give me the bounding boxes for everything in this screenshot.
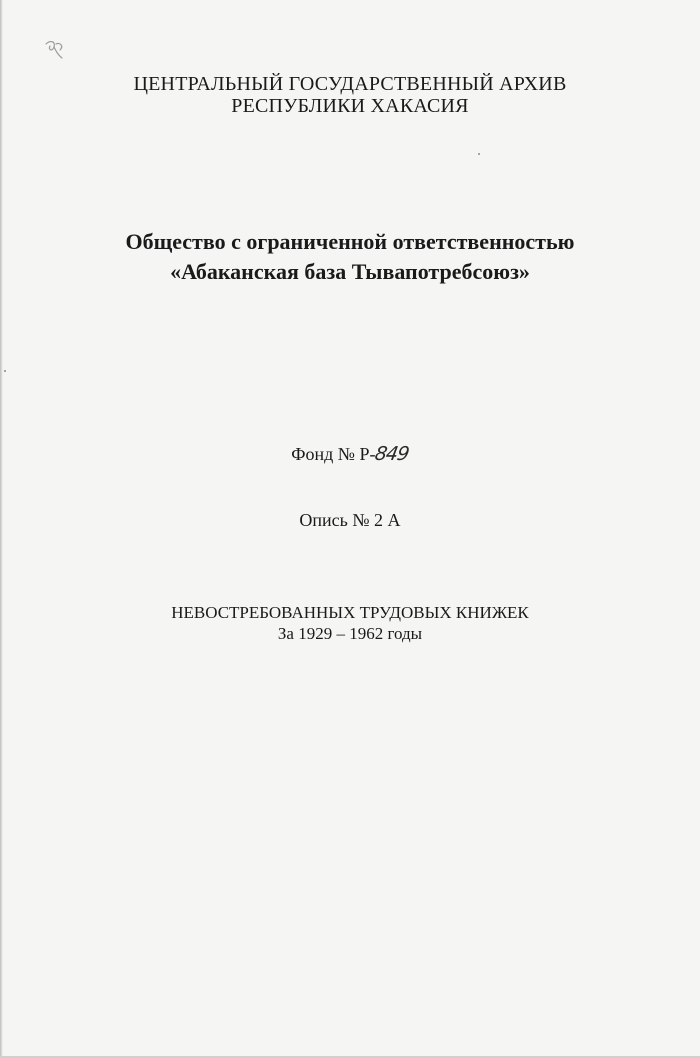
archive-name-line1: ЦЕНТРАЛЬНЫЙ ГОСУДАРСТВЕННЫЙ АРХИВ xyxy=(133,73,567,95)
organization-name-line1: Общество с ограниченной ответственностью xyxy=(125,229,575,254)
organization-name-line2: «Абаканская база Тывапотребсоюз» xyxy=(170,259,530,284)
scan-speck xyxy=(4,370,6,372)
description-line1: НЕВОСТРЕБОВАННЫХ ТРУДОВЫХ КНИЖЕК xyxy=(171,603,529,622)
pencil-mark-icon xyxy=(42,38,68,64)
archive-name-line2: РЕСПУБЛИКИ ХАКАСИЯ xyxy=(231,95,469,117)
scan-speck xyxy=(478,153,480,155)
fond-number-handwritten: 849 xyxy=(373,443,411,465)
opis-number: Опись № 2 А xyxy=(299,510,401,530)
fond-number xyxy=(0,442,700,466)
description-years: За 1929 – 1962 годы xyxy=(277,624,423,643)
fond-label: Фонд № Р- xyxy=(291,444,376,464)
